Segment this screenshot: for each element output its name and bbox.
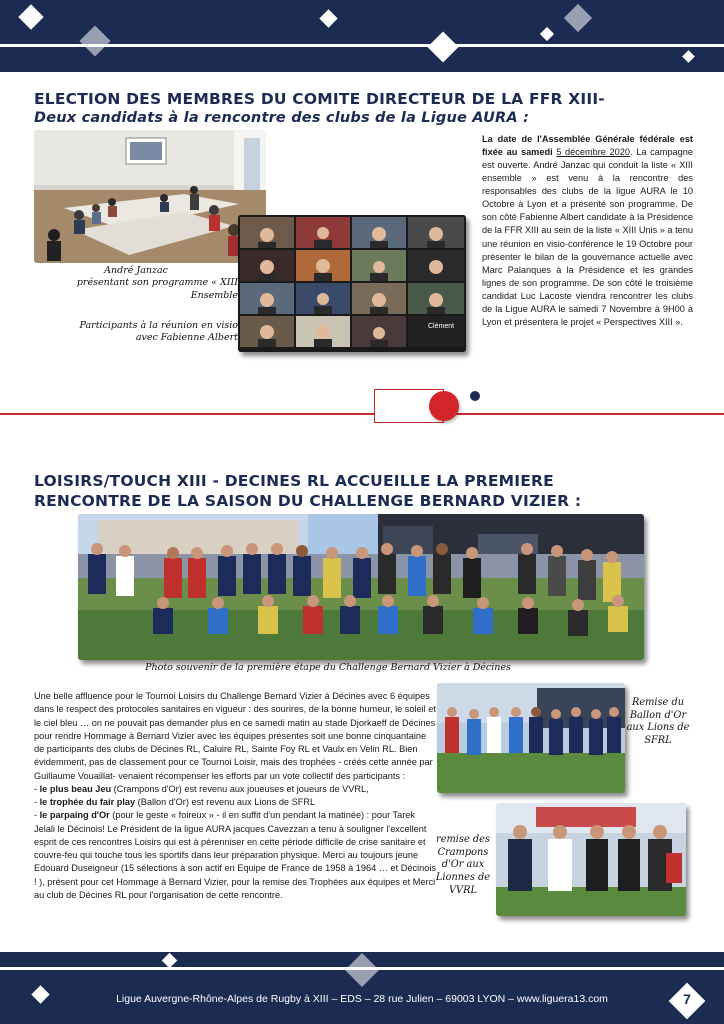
article-challenge-intro: Une belle affluence pour le Tournoi Loisirs du Challenge Bernard Vizier à Décines avec 6 équipes dans le respect des protocoles sanitaires en vigueur : des sourires, de la bonne humeur, le soleil et le ciel bleu … on ne pouvait pas demander plus en ce samedi matin au stade Djorkaeff de Décines pour rendre Hommage à Bernard Vizier avec les équipes présentes soit une bonne cinquantaine de participants des clubs de Décines RL, Caluire RL, Sainte Foy RL et Vaulx en Velin RL. Bien évidemment, pas de classement pour ce Tournoi Loisir, mais des trophées - créés cette année par Guillaume Vouaillat- venaient récompenser les efforts par un vote collectif des participants : <box>34 691 436 781</box>
team-photo-illustration <box>78 514 644 660</box>
section-divider <box>0 413 724 415</box>
article-election-lead: La date de l'Assemblée Générale fédérale est fixée au samedi <box>482 134 693 158</box>
photo-ballon-dor <box>437 683 625 793</box>
item-bold-fairplay: le trophée du fair play <box>39 797 136 807</box>
list-dash: - <box>34 783 40 794</box>
item-bold-jeu: le plus beau Jeu <box>39 783 112 794</box>
section2-title-line2: RENCONTRE DE LA SAISON DU CHALLENGE BERNARD VIZIER : <box>34 492 582 510</box>
article-challenge <box>34 690 438 902</box>
crampons-dor-illustration <box>496 803 686 916</box>
section2-title-line1: LOISIRS/TOUCH XIII - DECINES RL ACCUEILLE LA PREMIERE <box>34 472 554 490</box>
caption-photo-visio-line2: avec Fabienne Albert <box>135 332 238 344</box>
article-challenge-item <box>34 783 438 796</box>
footer-address: Ligue Auvergne-Rhône-Alpes de Rugby à XIII – EDS – 28 rue Julien – 69003 LYON – www.liguera13.com <box>116 993 608 1005</box>
item-bold-parpaing: le parpaing d'Or <box>39 810 110 821</box>
caption-photo-meeting <box>60 265 238 302</box>
article-challenge-item <box>34 796 438 809</box>
article-challenge-item <box>34 809 438 902</box>
photo-team-group <box>78 514 644 660</box>
header-band <box>0 0 724 72</box>
article-election-body: . La campagne est ouverte. André Janzac qui conduit la liste « XIII ensemble » est venu à la rencontre des responsables des clubs de la ligue AURA le 10 Octobre à Lyon et a présenté son programme. De son côté Fabienne Albert candidate à la Présidence de la FFR XIII au sein de la liste « XIII Unis » a tenu une réunion en visio-conférence le 19 Octobre pour présenter le bilan de la gouvernance actuelle avec Marc Palanques à la Présidence et les grandes lignes de son programme. De son côté le troisième candidat Luc Lacoste viendra rencontrer les clubs de la Ligue AURA le samedi 7 Novembre à 9H00 à Lyon et présentera le projet « Perspectives XIII ». <box>482 147 693 327</box>
article-election-date: 5 décembre 2020 <box>556 147 631 158</box>
article-election <box>482 133 693 329</box>
caption-team-photo: Photo souvenir de la première étape du Challenge Bernard Vizier à Décines <box>145 662 511 673</box>
divider-red-dot <box>429 391 459 421</box>
section1-title: ELECTION DES MEMBRES DU COMITE DIRECTEUR DE LA FFR XIII- <box>34 90 605 108</box>
video-grid-illustration <box>238 215 466 352</box>
meeting-room-illustration <box>34 130 266 263</box>
list-dash: - <box>34 810 40 821</box>
caption-ballon-dor: Remise du Ballon d'Or aux Lions de SFRL <box>626 697 690 747</box>
video-tile-name: Clément <box>428 323 455 330</box>
caption-crampons-dor: remise des Crampons d'Or aux Lionnes de VVRL <box>435 834 491 896</box>
divider-navy-dot <box>470 391 480 401</box>
item-text-fairplay: (Ballon d'Or) est revenu aux Lions de SFRL <box>135 797 316 807</box>
caption-photo-visio <box>60 320 238 345</box>
caption-photo-meeting-line1: André Janzac <box>104 265 168 276</box>
photo-meeting-room <box>34 130 266 263</box>
page-number: 7 <box>683 991 691 1007</box>
caption-photo-visio-line1: Participants à la réunion en visio <box>79 320 238 331</box>
photo-video-conference <box>238 215 466 352</box>
photo-crampons-dor <box>496 803 686 916</box>
list-dash: - <box>34 797 40 807</box>
ballon-dor-illustration <box>437 683 625 793</box>
section1-subtitle: Deux candidats à la rencontre des clubs de la Ligue AURA : <box>34 110 530 126</box>
caption-photo-meeting-line2: présentant son programme « XIII Ensemble <box>76 277 238 301</box>
header-stripe <box>0 44 724 47</box>
item-text-jeu: (Crampons d'Or) est revenu aux joueuses et joueurs de VVRL, <box>111 783 369 794</box>
item-text-parpaing: (pour le geste « foireux » - il en suffit d'un pendant la matinée) : pour Tarek Jelali le Décinois! Le Président de la ligue AURA jacques Cavezzan a tenu à souligner l'excellent esprit de ces rencontres Loisirs qui est à pérenniser en cette période difficile de crise sanitaire et couvre-feu qui touche tous les sportifs dans leur préparation physique. Merci au toujours jeune Edouard Duseigneur (15 sélections à son actif en Equipe de France de 1958 à 1964 … et Décinois ! ), présent pour cet Hommage à Bernard Vizier, pour la remise des Trophées aux équipes et Merci au club de Décines RL pour l'organisation de cette rencontre. <box>34 810 436 900</box>
